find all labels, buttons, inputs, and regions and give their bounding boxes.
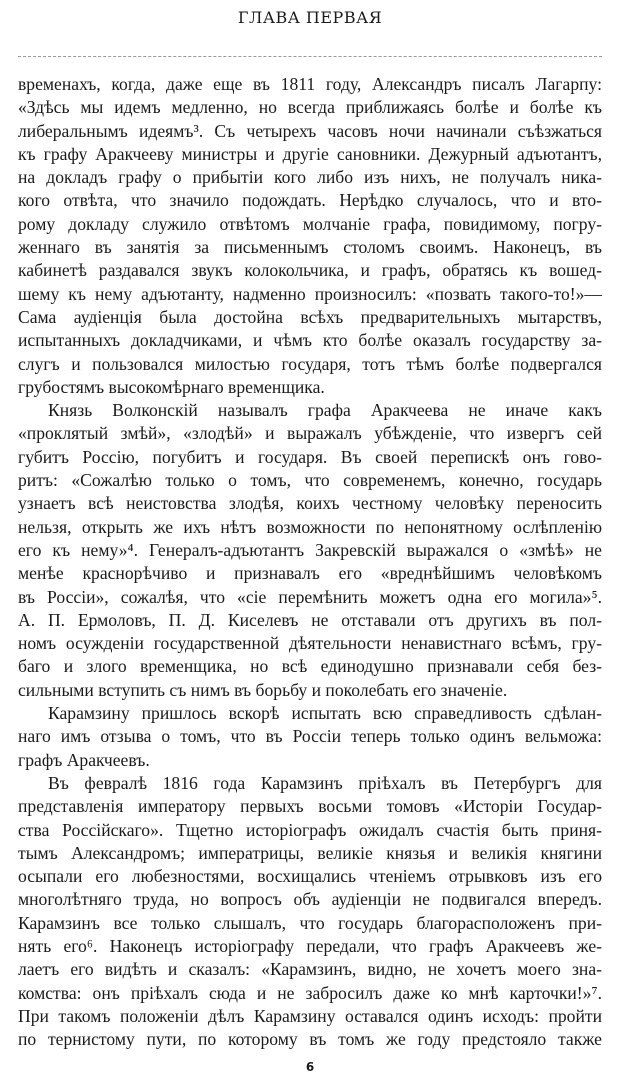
text-line: Въ февралѣ 1816 года Карамзинъ пріѣхалъ въ Петербургъ для	[48, 772, 602, 793]
text-line: А. П. Ермоловъ, П. Д. Киселевъ не отставали отъ другихъ въ пол-	[18, 609, 602, 630]
text-line: узнаетъ всѣ неистовства злодѣя, коихъ честному человѣку переносить	[18, 493, 602, 514]
text-line: тымъ Александромъ; императрицы, великіе князья и великія княгини	[18, 842, 602, 863]
text-line: нельзя, открыть же ихъ нѣтъ возможности по непонятному ослѣпленію	[18, 516, 602, 537]
text-line: комства: онъ пріѣхалъ сюда и не забросилъ даже ко мнѣ карточки!»⁷.	[18, 982, 602, 1003]
text-line: ства Россійскаго». Тщетно исторіографъ ожидалъ счастія быть приня-	[18, 819, 602, 840]
text-line: губитъ Россію, погубитъ и государя. Въ своей перепискѣ онъ гово-	[18, 446, 602, 467]
text-line: номъ осужденіи государственной дѣятельности ненавистнаго всѣмъ, гру-	[18, 633, 602, 654]
text-line: Карамзину пришлось вскорѣ испытать всю справедливость сдѣлан-	[48, 703, 602, 724]
text-line: грубостямъ высокомѣрнаго временщика.	[18, 376, 325, 397]
text-line: къ графу Аракчееву министры и другіе сановники. Дежурный адъютантъ,	[18, 143, 602, 164]
text-line: Карамзинъ все только слышалъ, что государь благорасположенъ при-	[18, 912, 602, 933]
text-line: на докладъ графу о прибытіи кого либо изъ нихъ, не получалъ ника-	[18, 167, 602, 188]
text-line: менѣе краснорѣчиво и признавалъ его «вреднѣйшимъ человѣкомъ	[18, 563, 602, 584]
paragraph	[18, 73, 602, 399]
text-line: слугъ и пользовался милостью государя, тотъ тѣмъ болѣе подвергался	[18, 353, 602, 374]
paragraph	[18, 772, 602, 1052]
text-line: представленія императору первыхъ восьми томовъ «Исторіи Государ-	[18, 796, 602, 817]
text-line: кабинетѣ раздавался звукъ колокольчика, и графъ, обратясь къ вошед-	[18, 260, 602, 281]
text-line: испытанныхъ докладчиками, и чѣмъ кто болѣе оказалъ государству за-	[18, 330, 602, 351]
text-line: Сама аудіенція была достойна всѣхъ предварительныхъ мытарствъ,	[18, 306, 602, 327]
text-line: «проклятый змѣй», «злодѣй» и выражалъ убѣжденіе, что извергъ сей	[18, 423, 602, 444]
text-line: многолѣтняго труда, но вопросъ объ аудіенціи не подвигался впередъ.	[18, 889, 602, 910]
text-line: Князь Волконскій называлъ графа Аракчеева не иначе какъ	[48, 400, 602, 421]
text-line: лаетъ его видѣть и сказалъ: «Карамзинъ, видно, не хочетъ моего зна-	[18, 959, 602, 980]
text-line: временахъ, когда, даже еще въ 1811 году, Александръ писалъ Лагарпу:	[18, 74, 602, 94]
header-divider	[18, 56, 602, 57]
text-line: кого отвѣта, что значило подождать. Нерѣдко случалось, что и вто-	[18, 190, 602, 211]
page-body-text	[18, 73, 602, 1051]
text-line: осыпали его любезностями, восхищались чтеніемъ отрывковъ изъ его	[18, 866, 602, 887]
text-line: При такомъ положеніи дѣлъ Карамзину оставался одинъ исходъ: пройти	[18, 1005, 602, 1026]
text-line: сильными вступить съ нимъ въ борьбу и поколебать его значеніе.	[18, 679, 508, 700]
text-line: либеральнымъ идеямъ³. Съ четырехъ часовъ ночи начинали съѣзжаться	[18, 120, 602, 141]
text-line: его къ нему»⁴. Генералъ-адъютантъ Закревскій выражался о «змѣѣ» не	[18, 539, 602, 560]
text-line: по тернистому пути, по которому въ томъ же году предстояло также	[18, 1029, 602, 1050]
paragraph	[18, 399, 602, 702]
page-number: 6	[305, 1060, 315, 1074]
text-line: «Здѣсь мы идемъ медленно, но всегда приближаясь болѣе и болѣе къ	[18, 97, 602, 118]
text-line: наго имъ отзыва о томъ, что въ Россіи теперь только одинъ вельможа:	[18, 726, 602, 747]
text-line: женнаго въ занятія за письменнымъ столомъ своимъ. Наконецъ, въ	[18, 237, 602, 258]
paragraph	[18, 702, 602, 772]
text-line: баго и злого временщика, но всѣ единодушно признавали себя без-	[18, 656, 602, 677]
text-line: шему къ нему адъютанту, надменно произносилъ: «позвать такого-то!»—	[18, 283, 602, 304]
text-line: графъ Аракчеевъ.	[18, 749, 150, 770]
text-line: въ Россіи», сожалѣя, что «сіе перемѣнить можетъ одна его могила»⁵.	[18, 586, 602, 607]
text-line: рому докладу служило отвѣтомъ молчаніе графа, повидимому, погру-	[18, 213, 602, 234]
text-line: нять его⁶. Наконецъ исторіографу передали, что графъ Аракчеевъ же-	[18, 935, 602, 956]
running-header: ГЛАВА ПЕРВАЯ	[237, 8, 383, 27]
text-line: ритъ: «Сожалѣю только о томъ, что современемъ, конечно, государь	[18, 470, 602, 491]
